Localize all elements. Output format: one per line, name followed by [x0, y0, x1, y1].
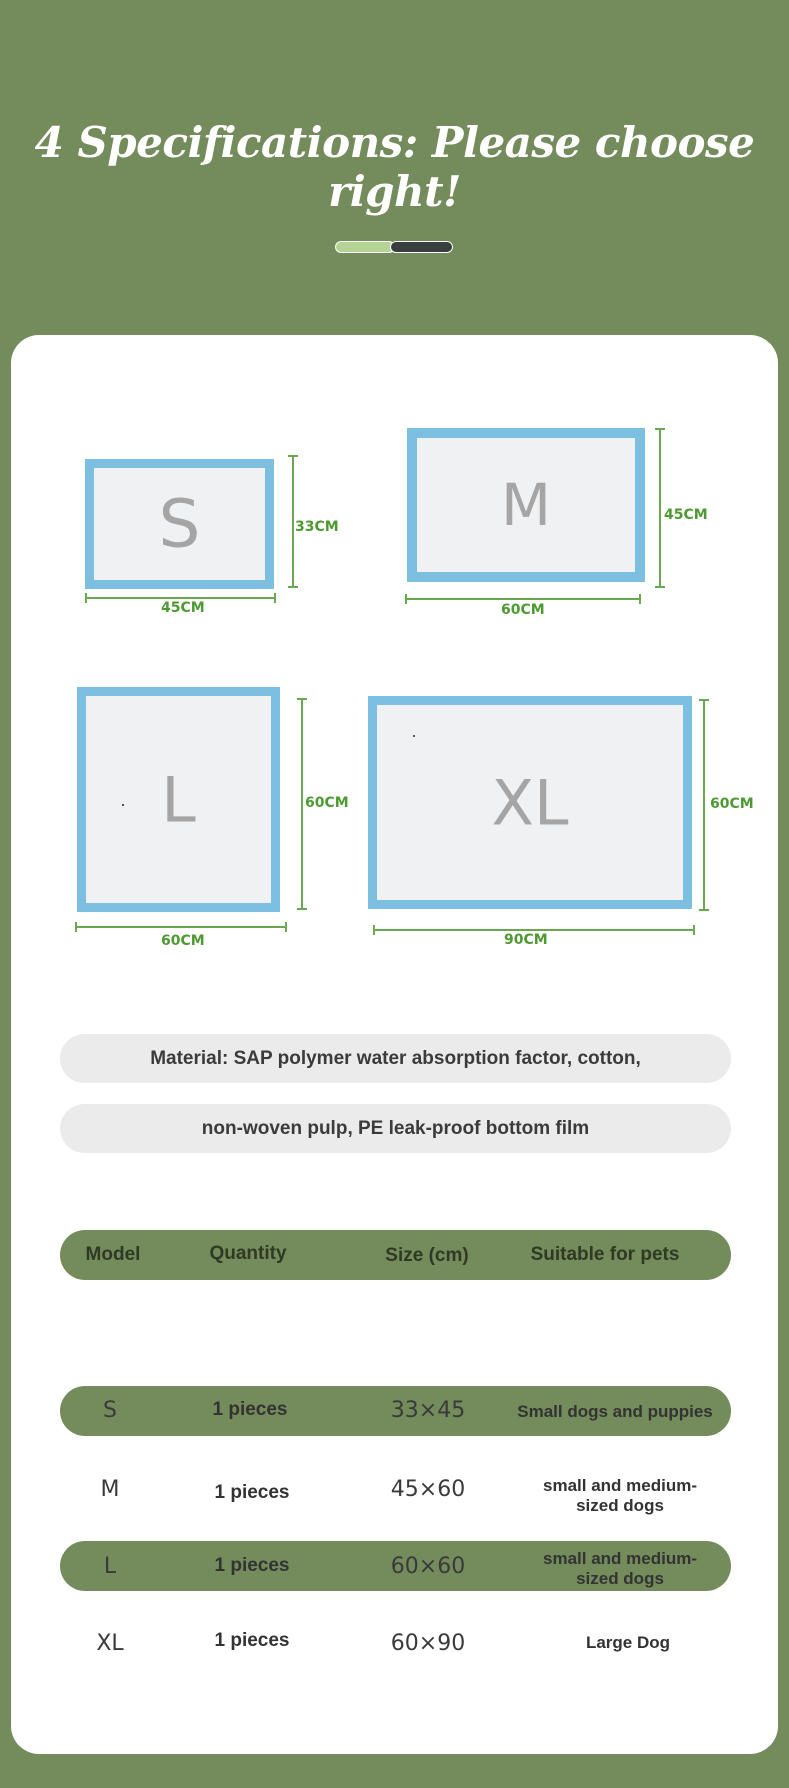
row-model: M: [100, 1477, 120, 1502]
indicator-inactive-segment: [390, 241, 453, 253]
dimension-line: [292, 455, 294, 588]
dimension-label: 33CM: [295, 519, 339, 535]
row-size: 33×45: [390, 1398, 466, 1423]
dimension-line: [85, 597, 276, 599]
dimension-label: 45CM: [161, 600, 205, 616]
pad-s: [85, 459, 274, 589]
speck: [413, 735, 415, 737]
dimension-line: [703, 699, 705, 911]
pad-letter: M: [500, 471, 552, 539]
pad-letter: L: [161, 763, 196, 836]
row-quantity: 1 pieces: [214, 1630, 290, 1651]
indicator-active-segment: [335, 241, 395, 253]
dimension-label: 60CM: [710, 796, 754, 812]
dimension-label: 60CM: [305, 795, 349, 811]
row-quantity: 1 pieces: [214, 1482, 290, 1503]
row-quantity: 1 pieces: [214, 1555, 290, 1576]
page-title: 4 Specifications: Please choose right!: [34, 118, 755, 216]
material-line-1: Material: SAP polymer water absorption factor, cotton,: [60, 1034, 731, 1083]
row-pets: small and medium-sized dogs: [543, 1476, 697, 1515]
dimension-line: [373, 929, 695, 931]
header-size: Size (cm): [385, 1245, 469, 1266]
row-pets: Small dogs and puppies: [517, 1402, 713, 1421]
dimension-label: 45CM: [664, 507, 708, 523]
row-size: 60×90: [390, 1631, 466, 1656]
dimension-line: [405, 598, 641, 600]
row-model: S: [103, 1398, 117, 1423]
header-pets: Suitable for pets: [530, 1244, 680, 1265]
row-pets: small and medium-sized dogs: [543, 1549, 697, 1588]
row-pets: Large Dog: [585, 1633, 671, 1652]
dimension-line: [301, 698, 303, 910]
row-quantity: 1 pieces: [212, 1399, 288, 1420]
pad-xl: [368, 696, 692, 909]
pad-letter: S: [158, 485, 201, 563]
speck: [122, 804, 124, 806]
material-line-2: non-woven pulp, PE leak-proof bottom film: [60, 1104, 731, 1153]
dimension-label: 60CM: [501, 602, 545, 618]
row-model: XL: [96, 1631, 124, 1656]
dimension-label: 90CM: [504, 932, 548, 948]
pad-l: [77, 687, 280, 912]
page-indicator: [335, 241, 453, 253]
dimension-line: [659, 428, 661, 588]
dimension-label: 60CM: [161, 933, 205, 949]
row-model: L: [103, 1554, 117, 1579]
row-size: 45×60: [390, 1477, 466, 1502]
dimension-line: [75, 926, 287, 928]
pad-letter: XL: [491, 766, 569, 839]
pad-m: [407, 428, 645, 582]
header-model: Model: [85, 1244, 141, 1265]
header-quantity: Quantity: [209, 1243, 287, 1264]
row-size: 60×60: [390, 1554, 466, 1579]
